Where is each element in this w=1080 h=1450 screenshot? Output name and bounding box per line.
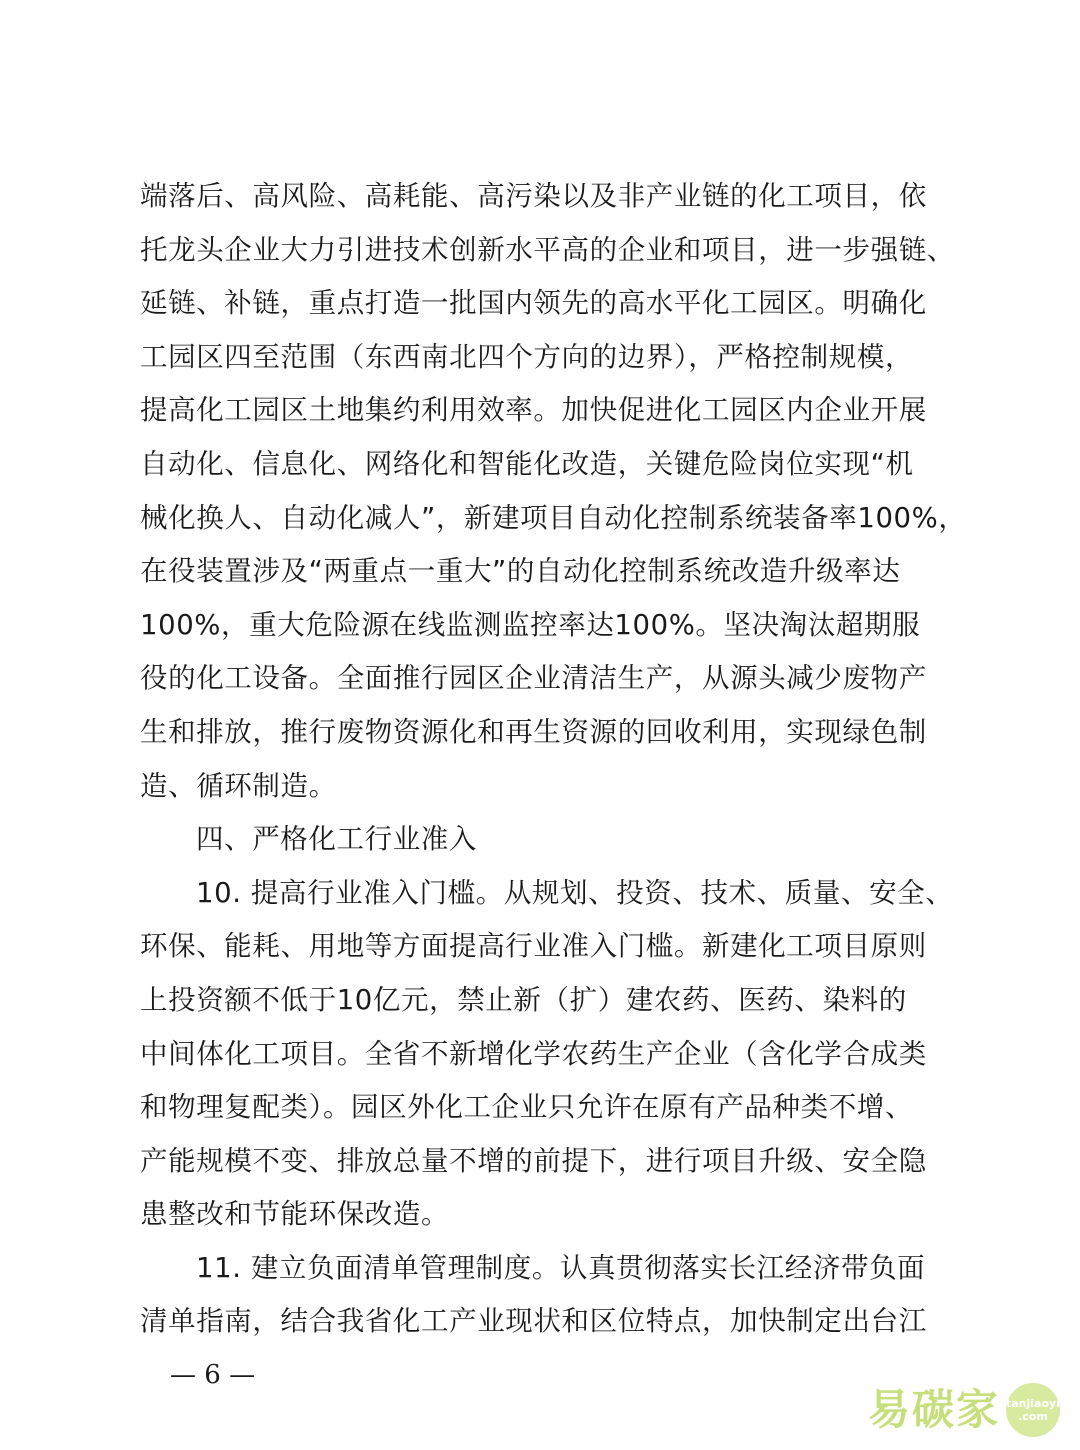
watermark-badge-line2: .com (1018, 1410, 1048, 1423)
text-line: 清单指南，结合我省化工产业现状和区位特点，加快制定出台江 (140, 1305, 927, 1338)
section-heading: 四、严格化工行业准入 (196, 823, 477, 856)
text-line: 造、循环制造。 (140, 769, 337, 802)
text-line: 提高化工园区土地集约利用效率。加快促进化工园区内企业开展 (140, 394, 927, 427)
text-line: 械化换人、自动化减人”，新建项目自动化控制系统装备率100%， (140, 501, 967, 534)
watermark-badge-line1: tanjiaoyi (1006, 1397, 1060, 1410)
text-line: 自动化、信息化、网络化和智能化改造，关键危险岗位实现“机 (140, 447, 914, 480)
watermark-badge (1006, 1383, 1060, 1437)
text-line: 端落后、高风险、高耗能、高污染以及非产业链的化工项目，依 (140, 180, 927, 212)
text-line: 10. 提高行业准入门槛。从规划、投资、技术、质量、安全、 (196, 876, 954, 909)
text-line: 环保、能耗、用地等方面提高行业准入门槛。新建化工项目原则 (140, 930, 927, 963)
page-number: — 6 — (170, 1360, 256, 1390)
text-line: 在役装置涉及“两重点一重大”的自动化控制系统改造升级率达 (140, 555, 901, 588)
text-line: 托龙头企业大力引进技术创新水平高的企业和项目，进一步强链、 (140, 233, 955, 266)
text-line: 患整改和节能环保改造。 (140, 1198, 450, 1231)
text-line: 11. 建立负面清单管理制度。认真贯彻落实长江经济带负面 (196, 1251, 926, 1284)
watermark-logo-text: 易碳家 (867, 1385, 1000, 1434)
text-line: 工园区四至范围（东西南北四个方向的边界），严格控制规模， (140, 340, 914, 373)
text-line: 100%，重大危险源在线监测监控率达100%。坚决淘汰超期服 (140, 608, 921, 641)
text-line: 上投资额不低于10亿元，禁止新（扩）建农药、医药、染料的 (140, 983, 907, 1016)
text-line: 和物理复配类）。园区外化工企业只允许在原有产品种类不增、 (140, 1091, 914, 1124)
text-line: 中间体化工项目。全省不新增化学农药生产企业（含化学合成类 (140, 1037, 927, 1070)
body-text (140, 170, 967, 1349)
text-line: 生和排放，推行废物资源化和再生资源的回收利用，实现绿色制 (140, 715, 927, 748)
text-line: 产能规模不变、排放总量不增的前提下，进行项目升级、安全隐 (140, 1144, 927, 1177)
watermark (868, 1380, 1060, 1440)
text-line: 役的化工设备。全面推行园区企业清洁生产，从源头减少废物产 (140, 662, 927, 695)
text-line: 延链、补链，重点打造一批国内领先的高水平化工园区。明确化 (140, 287, 927, 320)
